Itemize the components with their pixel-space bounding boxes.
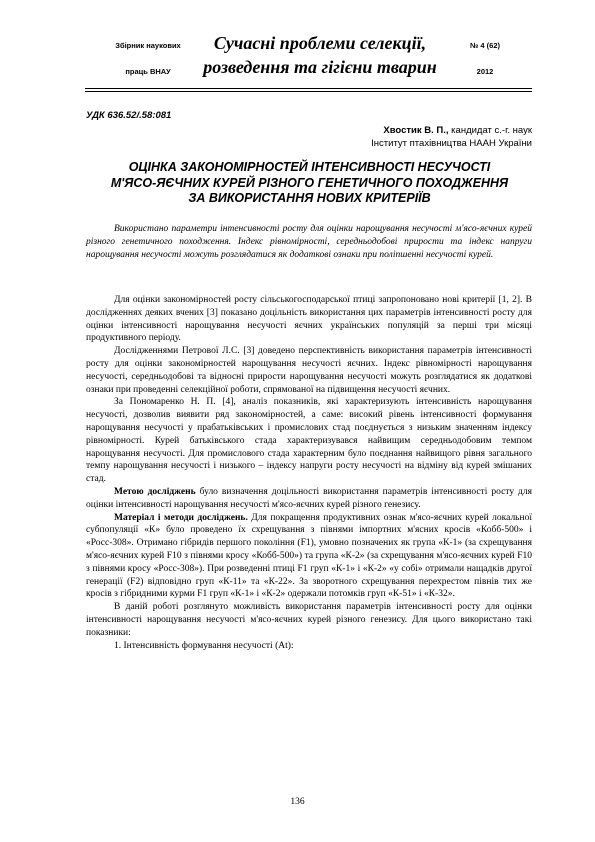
body-paragraph: Дослідженнями Петрової Л.С. [3] доведено перспективність використання параметрів інтенсивності росту для оцінки закономірностей нарощування несучості яєчних. Індекс рівномірності нарощування несучості, середньодобові та відносні прирости нарощування несучості можуть розглядатися як додаткові ознаки при проведенні селекційної роботи, спрямованої на підвищення несучості яєчних. [86, 346, 532, 395]
body-paragraph: В даній роботі розглянуто можливість використання параметрів інтенсивності росту для оцінки інтенсивності нарощування несучості м'ясо-яєчних курей різного генезису. Для цього використано такі показники: [86, 602, 532, 638]
page-number: 136 [290, 797, 305, 807]
author-degree: кандидат с.-г. наук [448, 125, 532, 136]
journal-name-line2: праць ВНАУ [125, 67, 171, 76]
journal-name-line1: Збірник наукових [115, 41, 181, 50]
author-affiliation: Інститут птахівництва НААН України [371, 138, 532, 149]
journal-title-line1: Сучасні проблеми селекції, [213, 33, 427, 53]
abstract: Використано параметри інтенсивності росту для оцінки нарощування несучості м'ясо-яєчних курей різного генетичного походження. Індекс рівномірності, середньодобові прирости та індекс напруги нарощування несучості можуть розглядатися як додаткові ознаки при поліпшенні несучості курей. [86, 224, 532, 260]
header-rule-thin [85, 91, 532, 92]
article-title-line: М'ЯСО-ЯЄЧНИХ КУРЕЙ РІЗНОГО ГЕНЕТИЧНОГО ПОХОДЖЕННЯ [110, 175, 509, 190]
aim-text: було визначення доцільності використання параметрів інтенсивності росту для оцінки інтенсивності нарощування несучості м'ясо-яєчних курей різного генезису. [86, 486, 533, 510]
article-title-line: ЗА ВИКОРИСТАННЯ НОВИХ КРИТЕРІЇВ [188, 191, 431, 205]
article-body [86, 294, 532, 652]
author-name: Хвостик В. П., [383, 125, 449, 136]
methods-label: Матеріал і методи досліджень. [114, 512, 248, 523]
methods-text: Для покращення продуктивних ознак м'ясо-яєчних курей локальної субпопуляції «К» було проведено їх схрещування з півнями імпортних м'ясних кросів «Кобб-500» і «Росс-308». Отримано гібридів першого покоління (F1), умовно позначених як група «К-1» (за схрещування м'ясо-яєчних курей F10 з півнями кросу «Кобб-500») та група «К-2» (за схрещування м'ясо-яєчних курей F10 з півнями кросу «Росс-308»). При розведенні птиці F1 груп «К-1» і «К-2» «у собі» отримали нащадків другої генерації (F2) відповідно груп «К-11» та «К-22». За зворотного схрещування перехрестом півнів тих же кросів з гібридними курми F1 груп «К-1» і «К-2» одержали потомків груп «К-51» і «К-32». [86, 512, 532, 600]
list-item: 1. Інтенсивність формування несучості (At): [114, 640, 294, 651]
header-rule [85, 88, 532, 89]
body-paragraph: Для оцінки закономірностей росту сільськогосподарської птиці запропоновано нові критерії [1, 2]. В дослідженнях деяких вчених [3] показано доцільність використання цих параметрів інтенсивності росту для оцінки інтенсивності нарощування несучості яєчних українських популяцій за перші три місяці продуктивного періоду. [86, 295, 532, 344]
issue-number: № 4 (62) [469, 41, 501, 50]
issue-year: 2012 [476, 67, 494, 76]
article-title-line: ОЦІНКА ЗАКОНОМІРНОСТЕЙ ІНТЕНСИВНОСТІ НЕСУЧОСТІ [128, 160, 491, 174]
article-title [86, 160, 533, 207]
body-paragraph: За Пономаренко Н. П. [4], аналіз показників, які характеризують інтенсивність нарощування несучості, дозволив виявити ряд закономірностей, а саме: високий рівень інтенсивності формування нарощування несучості у прабатьківських і промислових стад поєднується з низьким значенням індексу рівномірності. Курей батьківського стада характеризувався найвищим середньодобовим темпом нарощування несучості. Для промислового стада характерним було поєднання найвищого рівня загального темпу нарощування несучості і низького – індексу напруги росту несучості на відміну від курей змішаних стад. [86, 397, 532, 485]
methods-paragraph [86, 512, 532, 602]
aim-label: Метою досліджень [114, 486, 196, 497]
aim-paragraph [86, 486, 532, 512]
author-block [371, 124, 532, 150]
journal-title-line2: розведення та гігієни тварин [203, 57, 437, 77]
udk-code: УДК 636.52/.58:081 [86, 110, 172, 121]
